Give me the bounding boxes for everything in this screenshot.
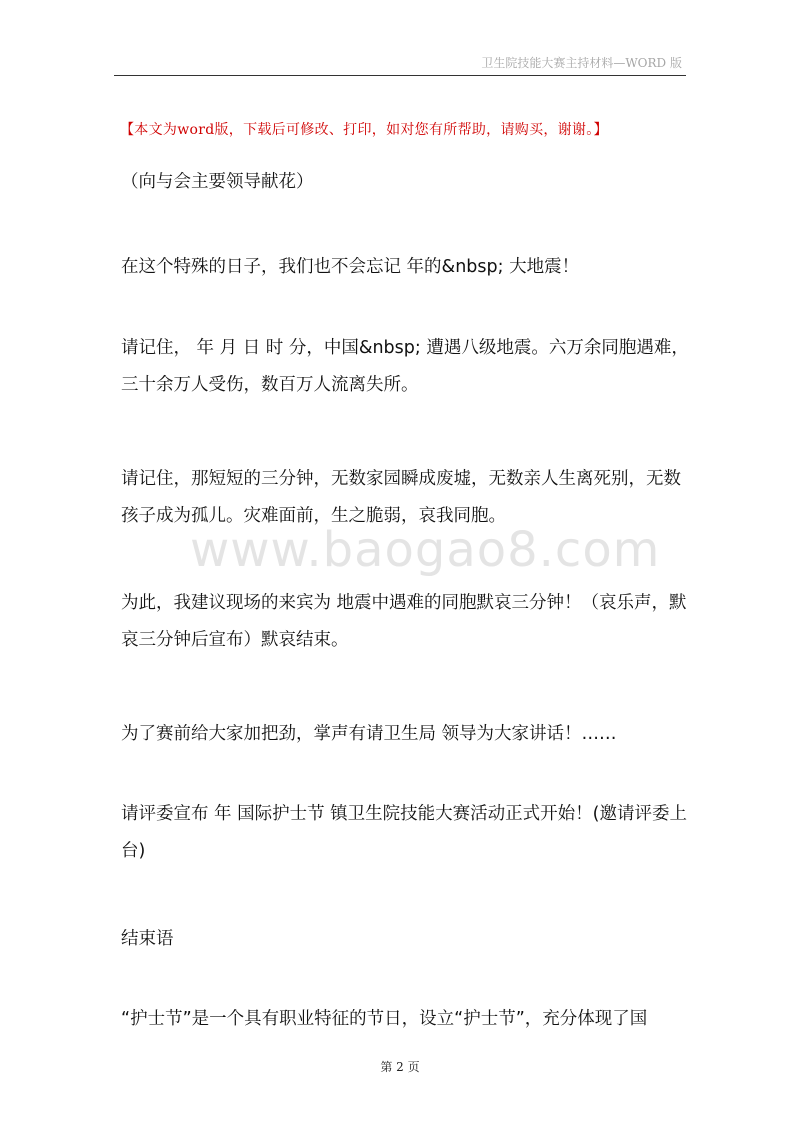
download-notice: 【本文为word版，下载后可修改、打印，如对您有所帮助，请购买，谢谢。】 xyxy=(120,122,608,138)
paragraph-earthquake-facts: 请记住， 年 月 日 时 分，中国&nbsp; 遭遇八级地震。六万余同胞遇难，三十余万人受伤，数百万人流离失所。 xyxy=(121,338,689,395)
paragraph-silence: 为此，我建议现场的来宾为 地震中遇难的同胞默哀三分钟！（哀乐声，默哀三分钟后宣布）默哀结束。 xyxy=(121,593,687,650)
paragraph-closing-heading: 结束语 xyxy=(121,929,174,949)
header-rule xyxy=(114,75,686,76)
paragraph-present-flowers: （向与会主要领导献花） xyxy=(121,172,314,192)
paragraph-earthquake-remember: 在这个特殊的日子，我们也不会忘记 年的&nbsp; 大地震！ xyxy=(121,257,580,277)
paragraph-nurses-day: “护士节”是一个具有职业特征的节日，设立“护士节”，充分体现了国 xyxy=(121,1009,648,1029)
page-number: 第 2 页 xyxy=(380,1060,420,1074)
watermark: www.baogao8.com xyxy=(190,522,661,578)
header-title: 卫生院技能大赛主持材料—WORD 版 xyxy=(481,56,682,70)
paragraph-three-minutes: 请记住，那短短的三分钟，无数家园瞬成废墟，无数亲人生离死别，无数孩子成为孤儿。灾难面前，生之脆弱，哀我同胞。 xyxy=(121,469,681,526)
paragraph-contest-start: 请评委宣布 年 国际护士节 镇卫生院技能大赛活动正式开始！(邀请评委上台) xyxy=(121,804,688,861)
paragraph-leader-speech: 为了赛前给大家加把劲，掌声有请卫生局 领导为大家讲话！…… xyxy=(121,724,617,744)
